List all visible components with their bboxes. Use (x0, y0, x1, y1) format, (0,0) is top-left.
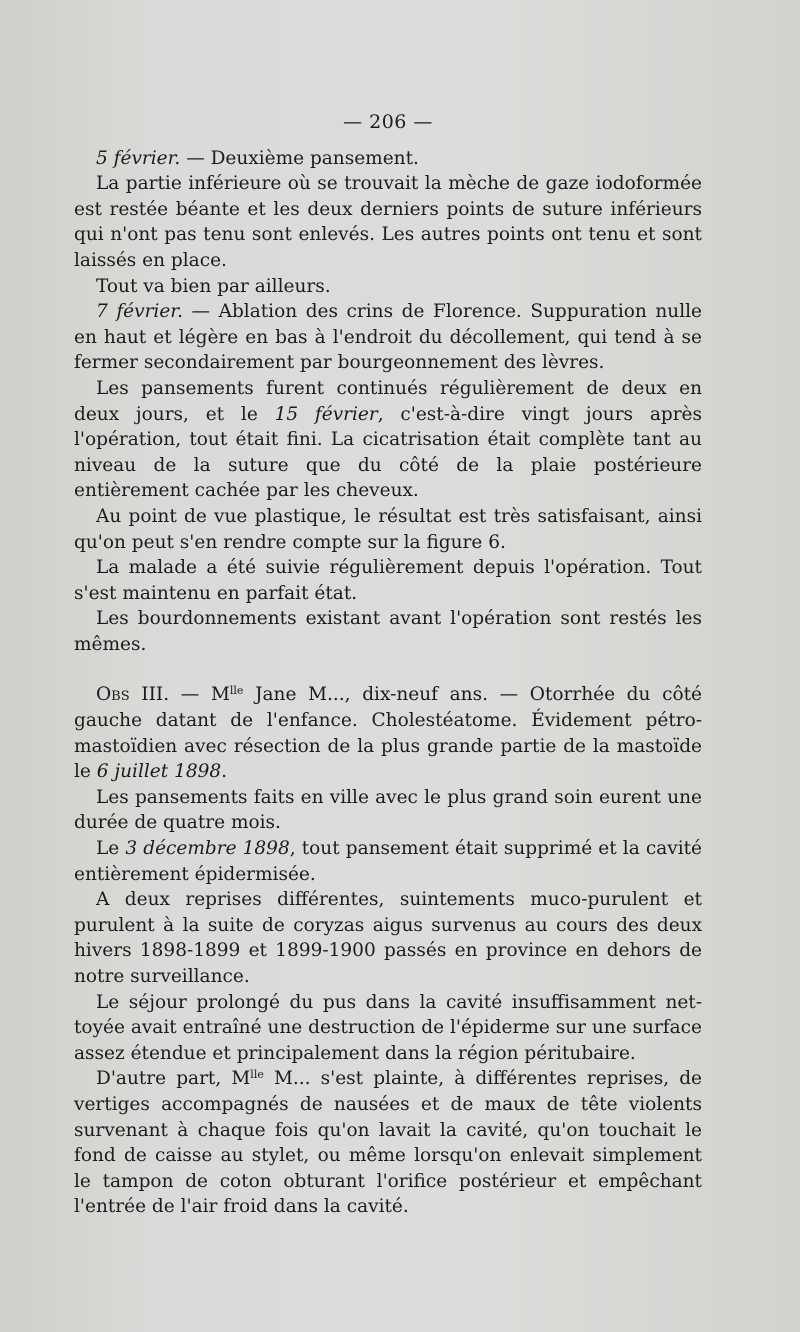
paragraph-partie-inferieure: La partie inférieure où se trouvait la mèche de gaze iodoformée est restée béante et les deux derniers points de suture inférieurs qui n'ont pas tenu sont enlevés. Les autres points ont tenu et sont laissés en place. (74, 173, 702, 271)
paragraph-text: Le (96, 838, 126, 860)
paragraph-text: , c'est-à-dire vingt jours après l'opération, tout était fini. La cicatrisation était complète tant au niveau de la suture que du côté de la plaie postérieure entièrement cachée par les cheveux. (74, 403, 702, 502)
page-number: — 206 — (343, 111, 433, 133)
obs-dash: — M (169, 684, 230, 706)
paragraph-3-decembre (74, 836, 702, 887)
paragraph-5-fevrier (74, 146, 702, 172)
paragraph-autre-part (74, 1066, 702, 1220)
paragraph-tout-va-bien: Tout va bien par ailleurs. (96, 275, 331, 297)
date-7-fevrier: 7 février. (96, 301, 183, 323)
obs-sup: lle (229, 684, 244, 698)
paragraph-text: Les pansements furent continués régulièrement de deux en deux jours, et le (74, 377, 702, 425)
obs-text-end: . (221, 761, 228, 783)
paragraph-sejour: Le séjour prolongé du pus dans la cavité insuffisamment net-toyée avait entraîné une destruction de l'épiderme sur une surface assez étendue et principalement dans la région péritubaire. (74, 991, 702, 1064)
paragraph-malade: La malade a été suivie régulièrement depuis l'opération. Tout s'est maintenu en parfait état. (74, 557, 702, 604)
paragraph-text: — Deuxième pansement. (180, 147, 419, 169)
section-gap (74, 657, 702, 682)
date-6-juillet: 6 juillet 1898 (96, 761, 222, 783)
paragraph-text: D'autre part, M (96, 1068, 251, 1090)
page-content (74, 110, 702, 1220)
paragraph-pansements-ville: Les pansements faits en ville avec le plus grand soin eurent une durée de quatre mois. (74, 786, 702, 834)
observation-heading (74, 682, 702, 784)
paragraph-reprises: A deux reprises différentes, suintements muco-purulent et purulent à la suite de coryzas aigus survenus au cours des deux hivers 1898-1899 et 1899-1900 passés en province en dehors de notre surveillance. (74, 889, 702, 987)
last-sup: lle (250, 1068, 264, 1082)
paragraph-plastique: Au point de vue plastique, le résultat est très satisfaisant, ainsi qu'on peut s'en rendre compte sur la figure 6. (74, 505, 702, 553)
paragraph-text: — Ablation des crins de Florence. Suppuration nulle en haut et légère en bas à l'endroit du décollement, qui tend à se fermer secondairement par bourgeonnement des lèvres. (74, 301, 702, 374)
obs-text: Jane M..., dix-neuf ans. — Otorrhée du côté gauche datant de l'enfance. Cholestéatome. Évidement pétro-mastoïdien avec résection de la plus grande partie de la mastoïde le (74, 684, 702, 783)
paragraph-text: M... s'est plainte, à différentes reprises, de vertiges accompagnés de nausées et de maux de tête violents survenant à chaque fois qu'on lavait la cavité, qu'on touchait le fond de caisse au stylet, ou même lorsqu'on enlevait simplement le tampon de coton obturant l'orifice postérieur et empêchant l'entrée de l'air froid dans la cavité. (74, 1068, 703, 1218)
date-15-fevrier: 15 février (274, 403, 378, 425)
obs-label: Obs III. (96, 684, 170, 706)
date-3-decembre: 3 décembre 1898 (125, 838, 290, 860)
paragraph-bourdonnements: Les bourdonnements existant avant l'opération sont restés les mêmes. (74, 608, 702, 655)
paragraph-text: , tout pansement était supprimé et la cavité entièrement épidermisée. (74, 838, 702, 885)
paragraph-pansements (74, 376, 702, 504)
paragraph-7-fevrier (74, 299, 702, 376)
date-5-fevrier: 5 février. (96, 147, 181, 169)
